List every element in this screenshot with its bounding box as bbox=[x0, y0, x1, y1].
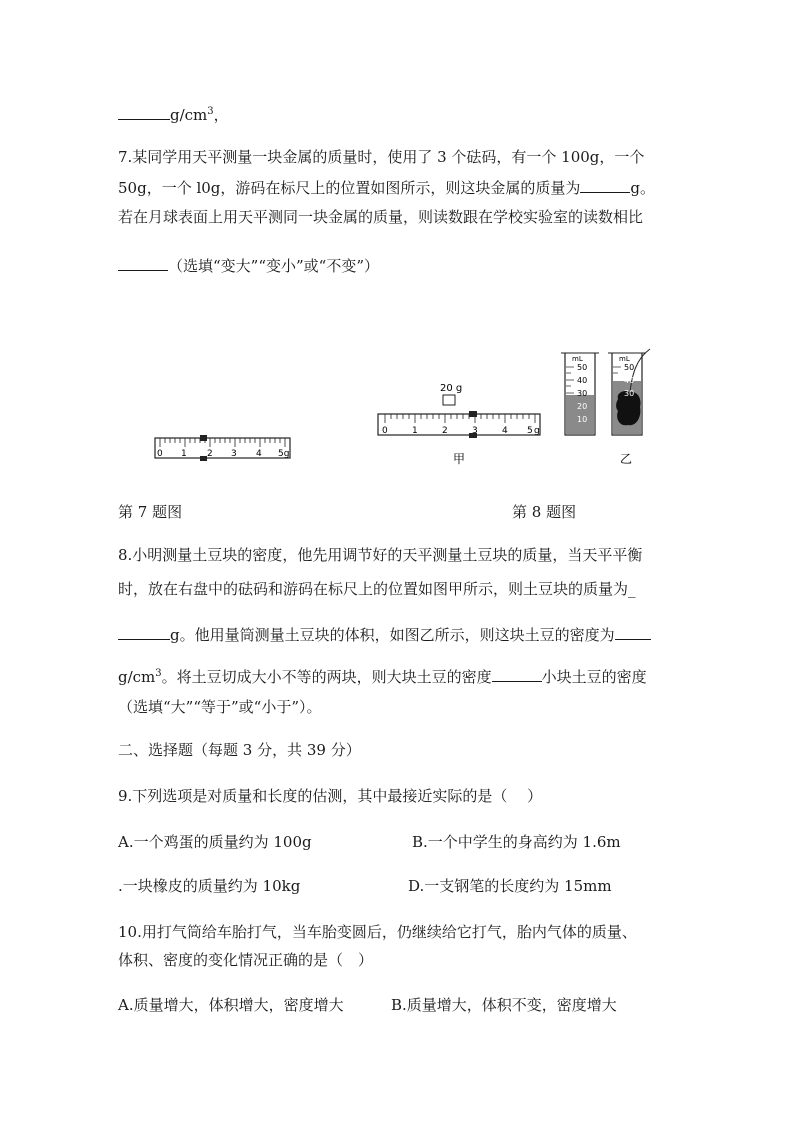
fig7-tick-0: 0 bbox=[157, 449, 163, 459]
cyl1-mark-10: 10 bbox=[577, 415, 588, 424]
cyl1-mark-20: 20 bbox=[577, 402, 588, 411]
answer-blank[interactable] bbox=[615, 624, 651, 640]
q7-line-2 bbox=[118, 177, 655, 198]
cyl1-mark-50: 50 bbox=[577, 363, 588, 372]
fig7-rider-foot bbox=[200, 456, 207, 461]
figures-area bbox=[110, 345, 680, 475]
label-jia: 甲 bbox=[453, 452, 466, 466]
weight-label: 20 g bbox=[440, 383, 463, 394]
q10-option-b[interactable]: B.质量增大，体积不变，密度增大 bbox=[391, 996, 617, 1014]
fig8-tick-2: 2 bbox=[442, 426, 448, 436]
fig7-tick-1: 1 bbox=[181, 449, 187, 459]
q7-line-2-text: 50g，一个 l0g，游码在标尺上的位置如图所示，则这块金属的质量为 bbox=[118, 179, 581, 197]
unit-text: g/cm bbox=[118, 668, 156, 686]
fig8-jia bbox=[378, 383, 540, 466]
fig8-tick-4: 4 bbox=[502, 426, 508, 436]
section-heading: 二、选择题（每题 3 分，共 39 分） bbox=[118, 741, 361, 759]
fig8-yi bbox=[561, 349, 650, 466]
unit-exponent: 3 bbox=[207, 106, 214, 117]
cyl1-unit: mL bbox=[572, 355, 583, 363]
fig7-tick-3: 3 bbox=[231, 449, 237, 459]
fig8-tick-5: 5 bbox=[527, 426, 533, 436]
answer-blank[interactable] bbox=[118, 104, 170, 120]
fig7-tick-2: 2 bbox=[207, 449, 213, 459]
unit-text: g/cm bbox=[170, 106, 208, 124]
unit-exponent: 3 bbox=[155, 668, 162, 679]
q8-line-5: （选填“大”“等于”或“小于”）。 bbox=[118, 698, 322, 716]
q10-stem-2: 体积、密度的变化情况正确的是（ ） bbox=[118, 951, 374, 969]
q6-tail-line bbox=[118, 104, 229, 125]
fig8-rider bbox=[469, 411, 477, 417]
q9-option-d[interactable]: D.一支钢笔的长度约为 15mm bbox=[408, 877, 612, 895]
q8-line-4-text: 。将土豆切成大小不等的两块，则大块土豆的密度 bbox=[161, 668, 492, 686]
fig8-caption: 第 8 题图 bbox=[512, 503, 577, 521]
cylinder-2 bbox=[608, 349, 650, 435]
fig7-rider bbox=[200, 435, 207, 441]
fig7-caption: 第 7 题图 bbox=[118, 503, 183, 521]
answer-blank[interactable] bbox=[118, 624, 170, 640]
q8-line-1: 8.小明测量土豆块的密度，他先用调节好的天平测量土豆块的质量，当天平平衡 bbox=[118, 546, 643, 564]
fig7-tick-4: 4 bbox=[256, 449, 262, 459]
q10-stem-1: 10.用打气筒给车胎打气，当车胎变圆后，仍继续给它打气，胎内气体的质量、 bbox=[118, 923, 637, 941]
q9-stem: 9.下列选项是对质量和长度的估测，其中最接近实际的是（ ） bbox=[118, 787, 543, 805]
cylinder-1 bbox=[561, 353, 599, 435]
cyl2-mark-30: 30 bbox=[624, 389, 635, 398]
answer-blank[interactable] bbox=[118, 255, 168, 271]
weight-block bbox=[443, 395, 455, 405]
cyl2-mark-40: 40 bbox=[624, 376, 635, 385]
fig7-tick-5: 5g bbox=[278, 449, 290, 459]
q8-line-4-tail: 小块土豆的密度 bbox=[541, 668, 647, 686]
q7-line-1: 7.某同学用天平测量一块金属的质量时，使用了 3 个砝码，有一个 100g，一个 bbox=[118, 148, 645, 166]
q9-option-c[interactable]: .一块橡皮的质量约为 10kg bbox=[118, 877, 301, 895]
cyl1-mark-30: 30 bbox=[577, 389, 588, 398]
answer-blank[interactable] bbox=[492, 666, 542, 682]
q7-line-4-text: （选填“变大”“变小”或“不变”） bbox=[168, 257, 380, 275]
fig8-tick-unit: g bbox=[534, 426, 540, 436]
q10-option-a[interactable]: A.质量增大，体积增大，密度增大 bbox=[118, 996, 344, 1014]
cyl2-mark-50: 50 bbox=[624, 363, 635, 372]
cyl1-mark-40: 40 bbox=[577, 376, 588, 385]
q7-line-2-unit: g。 bbox=[630, 179, 656, 197]
fig8-tick-3: 3 bbox=[472, 426, 478, 436]
punctuation: ， bbox=[213, 106, 229, 124]
label-yi: 乙 bbox=[620, 452, 633, 466]
fig8-tick-1: 1 bbox=[412, 426, 418, 436]
q8-line-2: 时，放在右盘中的砝码和游码在标尺上的位置如图甲所示，则土豆块的质量为_ bbox=[118, 580, 636, 598]
fig7-ruler bbox=[155, 435, 290, 461]
q9-option-b[interactable]: B.一个中学生的身高约为 1.6m bbox=[412, 833, 621, 851]
q7-line-3: 若在月球表面上用天平测同一块金属的质量，则读数跟在学校实验室的读数相比 bbox=[118, 208, 644, 226]
q8-line-3-text: g。他用量筒测量土豆块的体积，如图乙所示，则这块土豆的密度为 bbox=[170, 626, 615, 644]
answer-blank[interactable] bbox=[580, 177, 630, 193]
q9-option-a[interactable]: A.一个鸡蛋的质量约为 100g bbox=[118, 833, 312, 851]
fig8-tick-0: 0 bbox=[382, 426, 388, 436]
q7-line-4 bbox=[118, 255, 379, 276]
q8-line-3 bbox=[118, 624, 651, 645]
q8-line-4 bbox=[118, 666, 647, 687]
cyl2-unit: mL bbox=[619, 355, 630, 363]
